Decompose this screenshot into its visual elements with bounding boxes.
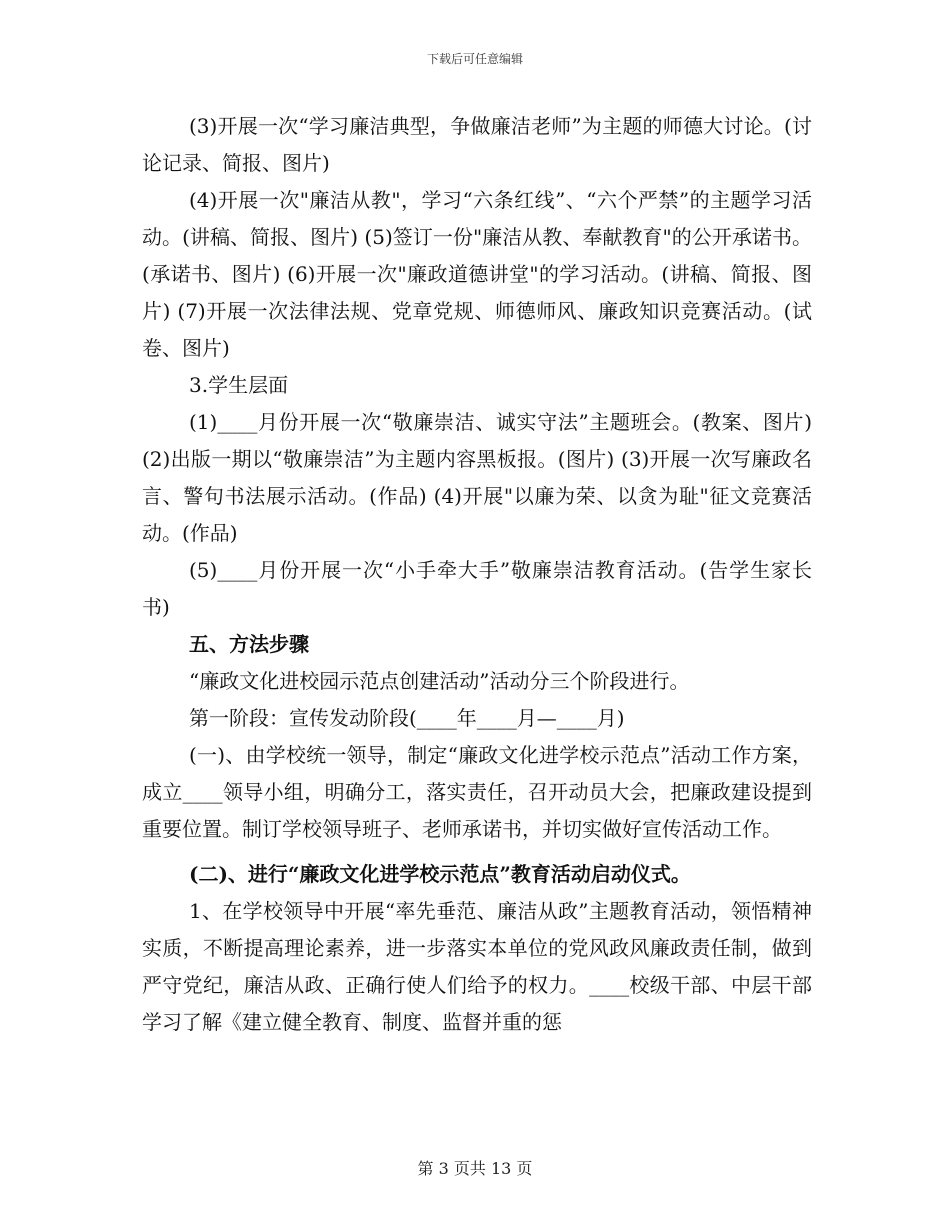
paragraph-unified-leadership: (一)、由学校统一领导，制定“廉政文化进学校示范点”活动工作方案，成立____领导小组，明确分工，落实责任，召开动员大会，把廉政建设提到重要位置。制订学校领导班子、老师承诺书，并切实做好宣传活动工作。 [142, 743, 812, 841]
paragraph-teacher-3: (3)开展一次“学习廉洁典型，争做廉洁老师”为主题的师德大讨论。(讨论记录、简报、图片) [142, 114, 812, 175]
section-student-level: 3.学生层面 [189, 373, 289, 397]
page-footer: 第 3 页共 13 页 [417, 1159, 533, 1178]
document-body [142, 108, 812, 1041]
paragraph-student-1-4: (1)____月份开展一次“敬廉崇洁、诚实守法”主题班会。(教案、图片) (2)出版一期以“敬廉崇洁”为主题内容黑板报。(图片) (3)开展一次写廉政名言、警句书法展示活动。(作品) (4)开展"以廉为荣、以贪为耻"征文竞赛活动。(作品) [142, 410, 812, 545]
paragraph-leadership-education: 1、在学校领导中开展“率先垂范、廉洁从政”主题教育活动，领悟精神实质，不断提高理论素养，进一步落实本单位的党风政风廉政责任制，做到严守党纪，廉洁从政、正确行使人们给予的权力。____校级干部、中层干部学习了解《建立健全教育、制度、监督并重的惩 [142, 899, 812, 1034]
heading-method-steps: 五、方法步骤 [189, 632, 309, 656]
paragraph-stage-one: 第一阶段：宣传发动阶段(____年____月—____月) [189, 706, 625, 730]
paragraph-student-5: (5)____月份开展一次“小手牵大手”敬廉崇洁教育活动。(告学生家长书) [142, 558, 812, 619]
heading-launch-ceremony: (二)、进行“廉政文化进学校示范点”教育活动启动仪式。 [189, 862, 691, 886]
paragraph-three-stages: “廉政文化进校园示范点创建活动”活动分三个阶段进行。 [189, 669, 690, 693]
paragraph-teacher-4-7: (4)开展一次"廉洁从教"，学习“六条红线”、“六个严禁”的主题学习活动。(讲稿、简报、图片) (5)签订一份"廉洁从教、奉献教育"的公开承诺书。(承诺书、图片) (6)开展一次"廉政道德讲堂"的学习活动。(讲稿、简报、图片) (7)开展一次法律法规、党章党规、师德师风、廉政知识竞赛活动。(试卷、图片) [142, 188, 812, 360]
page-header: 下载后可任意编辑 [426, 52, 523, 66]
